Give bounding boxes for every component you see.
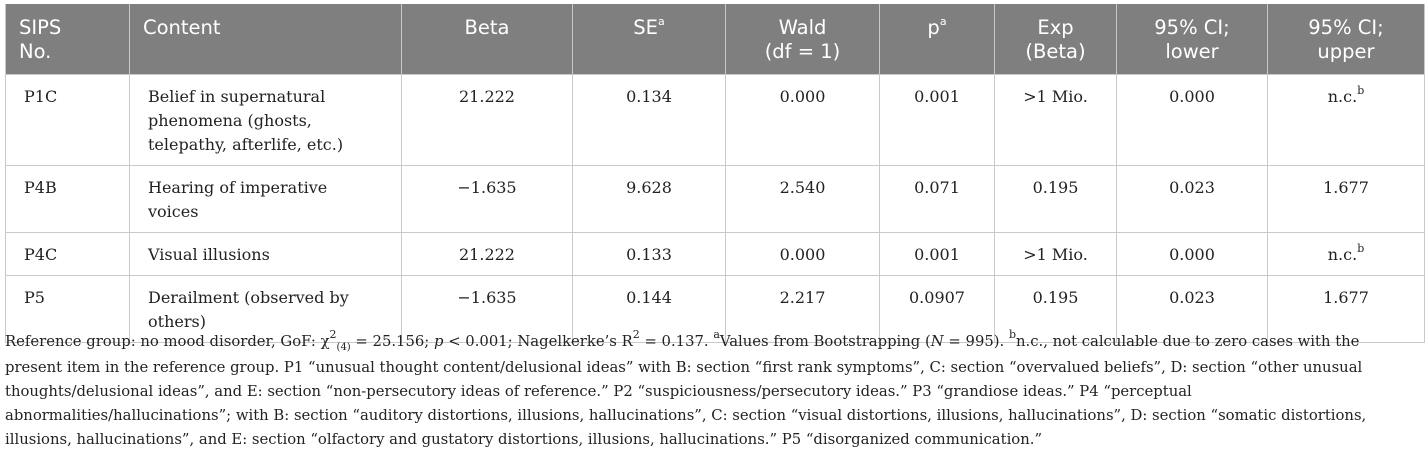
header-text: 95% CI; — [1154, 16, 1230, 39]
cell-upper — [1268, 75, 1425, 166]
cell-exp: >1 Mio. — [995, 75, 1117, 166]
cell-beta: 21.222 — [402, 233, 573, 276]
header-sips-no — [6, 4, 130, 75]
cell-upper-text: n.c. — [1327, 87, 1358, 106]
header-exp-beta — [995, 4, 1117, 75]
cell-no: P4B — [6, 166, 130, 233]
header-se — [573, 4, 726, 75]
cell-lower: 0.023 — [1117, 166, 1268, 233]
cell-se: 0.134 — [573, 75, 726, 166]
cell-no: P1C — [6, 75, 130, 166]
header-beta — [402, 4, 573, 75]
cell-beta: 21.222 — [402, 75, 573, 166]
footnote-italic: N — [930, 333, 944, 350]
table-header-row — [6, 4, 1425, 75]
cell-lower: 0.000 — [1117, 233, 1268, 276]
footnote-text: Reference group: no mood disorder, GoF: χ — [5, 333, 330, 350]
cell-no: P4C — [6, 233, 130, 276]
header-text: upper — [1317, 40, 1375, 63]
footnote-italic: p — [434, 333, 444, 350]
header-p — [880, 4, 995, 75]
cell-content: Derailment (observed by others) — [130, 276, 402, 343]
cell-exp: 0.195 — [995, 276, 1117, 343]
header-text: Beta — [464, 16, 510, 39]
header-text: SIPS — [19, 16, 62, 39]
cell-content: Hearing of imperative voices — [130, 166, 402, 233]
cell-lower: 0.023 — [1117, 276, 1268, 343]
cell-wald: 0.000 — [726, 233, 880, 276]
footnote-text: Values from Bootstrapping ( — [719, 333, 931, 350]
results-table — [5, 4, 1425, 343]
header-text: Content — [143, 16, 221, 39]
cell-se: 9.628 — [573, 166, 726, 233]
cell-wald: 0.000 — [726, 75, 880, 166]
header-text: 95% CI; — [1308, 16, 1384, 39]
cell-wald: 2.540 — [726, 166, 880, 233]
cell-p: 0.001 — [880, 233, 995, 276]
cell-content: Visual illusions — [130, 233, 402, 276]
results-table-container — [5, 4, 1384, 343]
table-row — [6, 166, 1425, 233]
cell-upper-sup: b — [1357, 241, 1365, 255]
cell-p: 0.071 — [880, 166, 995, 233]
cell-upper-text: n.c. — [1327, 245, 1358, 264]
header-content — [130, 4, 402, 75]
cell-se: 0.144 — [573, 276, 726, 343]
header-sup: a — [939, 14, 947, 28]
footnote-text: = 25.156; — [350, 333, 434, 350]
cell-no: P5 — [6, 276, 130, 343]
footnote-sup: a — [713, 328, 720, 342]
cell-upper-sup: b — [1357, 83, 1365, 97]
cell-beta: −1.635 — [402, 166, 573, 233]
cell-se: 0.133 — [573, 233, 726, 276]
cell-beta: −1.635 — [402, 276, 573, 343]
cell-content: Belief in supernatural phenomena (ghosts, telepathy, afterlife, etc.) — [130, 75, 402, 166]
footnote-sup: b — [1008, 328, 1016, 342]
header-text: SE — [633, 16, 658, 39]
footnote-text: = 995). — [943, 333, 1009, 350]
cell-exp: >1 Mio. — [995, 233, 1117, 276]
table-footnote — [5, 330, 1371, 452]
header-text: (Beta) — [1025, 40, 1086, 63]
cell-p: 0.001 — [880, 75, 995, 166]
footnote-text: n.c., not calculable due to zero cases with the present item in the reference group. P1 “unusual thought content/delusional ideas” with B: section “first rank symptoms”, C: section “overvalued beliefs”, D: section “other unusual thoughts/delusional ideas”, and E: section “non-persecutory ideas of reference.” P2 “suspiciousness/persecutory ideas.” P3 “grandiose ideas.” P4 “perceptual abnormalities/hallucinations”; with B: section “auditory distortions, illusions, hallucinations”, C: section “visual distortions, illusions, hallucinations”, D: section “somatic distortions, illusions, hallucinations”, and E: section “olfactory and gustatory distortions, illusions, hallucinations.” P5 “disorganized communication.” — [5, 333, 1367, 448]
header-text: p — [927, 16, 940, 39]
cell-p: 0.0907 — [880, 276, 995, 343]
header-text: Wald — [778, 16, 827, 39]
footnote-sup: 2 — [632, 328, 640, 342]
table-row — [6, 233, 1425, 276]
header-text: lower — [1165, 40, 1219, 63]
cell-upper — [1268, 233, 1425, 276]
header-ci-lower — [1117, 4, 1268, 75]
header-ci-upper — [1268, 4, 1425, 75]
cell-upper-text: 1.677 — [1323, 178, 1369, 197]
cell-wald: 2.217 — [726, 276, 880, 343]
footnote-sup: 2 — [329, 328, 337, 342]
footnote-text: < 0.001; Nagelkerke’s R — [443, 333, 633, 350]
header-text: (df = 1) — [764, 40, 841, 63]
header-sup: a — [657, 14, 665, 28]
table-row — [6, 75, 1425, 166]
cell-upper-text: 1.677 — [1323, 288, 1369, 307]
cell-lower: 0.000 — [1117, 75, 1268, 166]
header-wald — [726, 4, 880, 75]
cell-exp: 0.195 — [995, 166, 1117, 233]
header-text: No. — [19, 40, 52, 63]
header-text: Exp — [1037, 16, 1074, 39]
footnote-sub: (4) — [336, 342, 351, 353]
cell-upper — [1268, 166, 1425, 233]
footnote-text: = 0.137. — [639, 333, 714, 350]
